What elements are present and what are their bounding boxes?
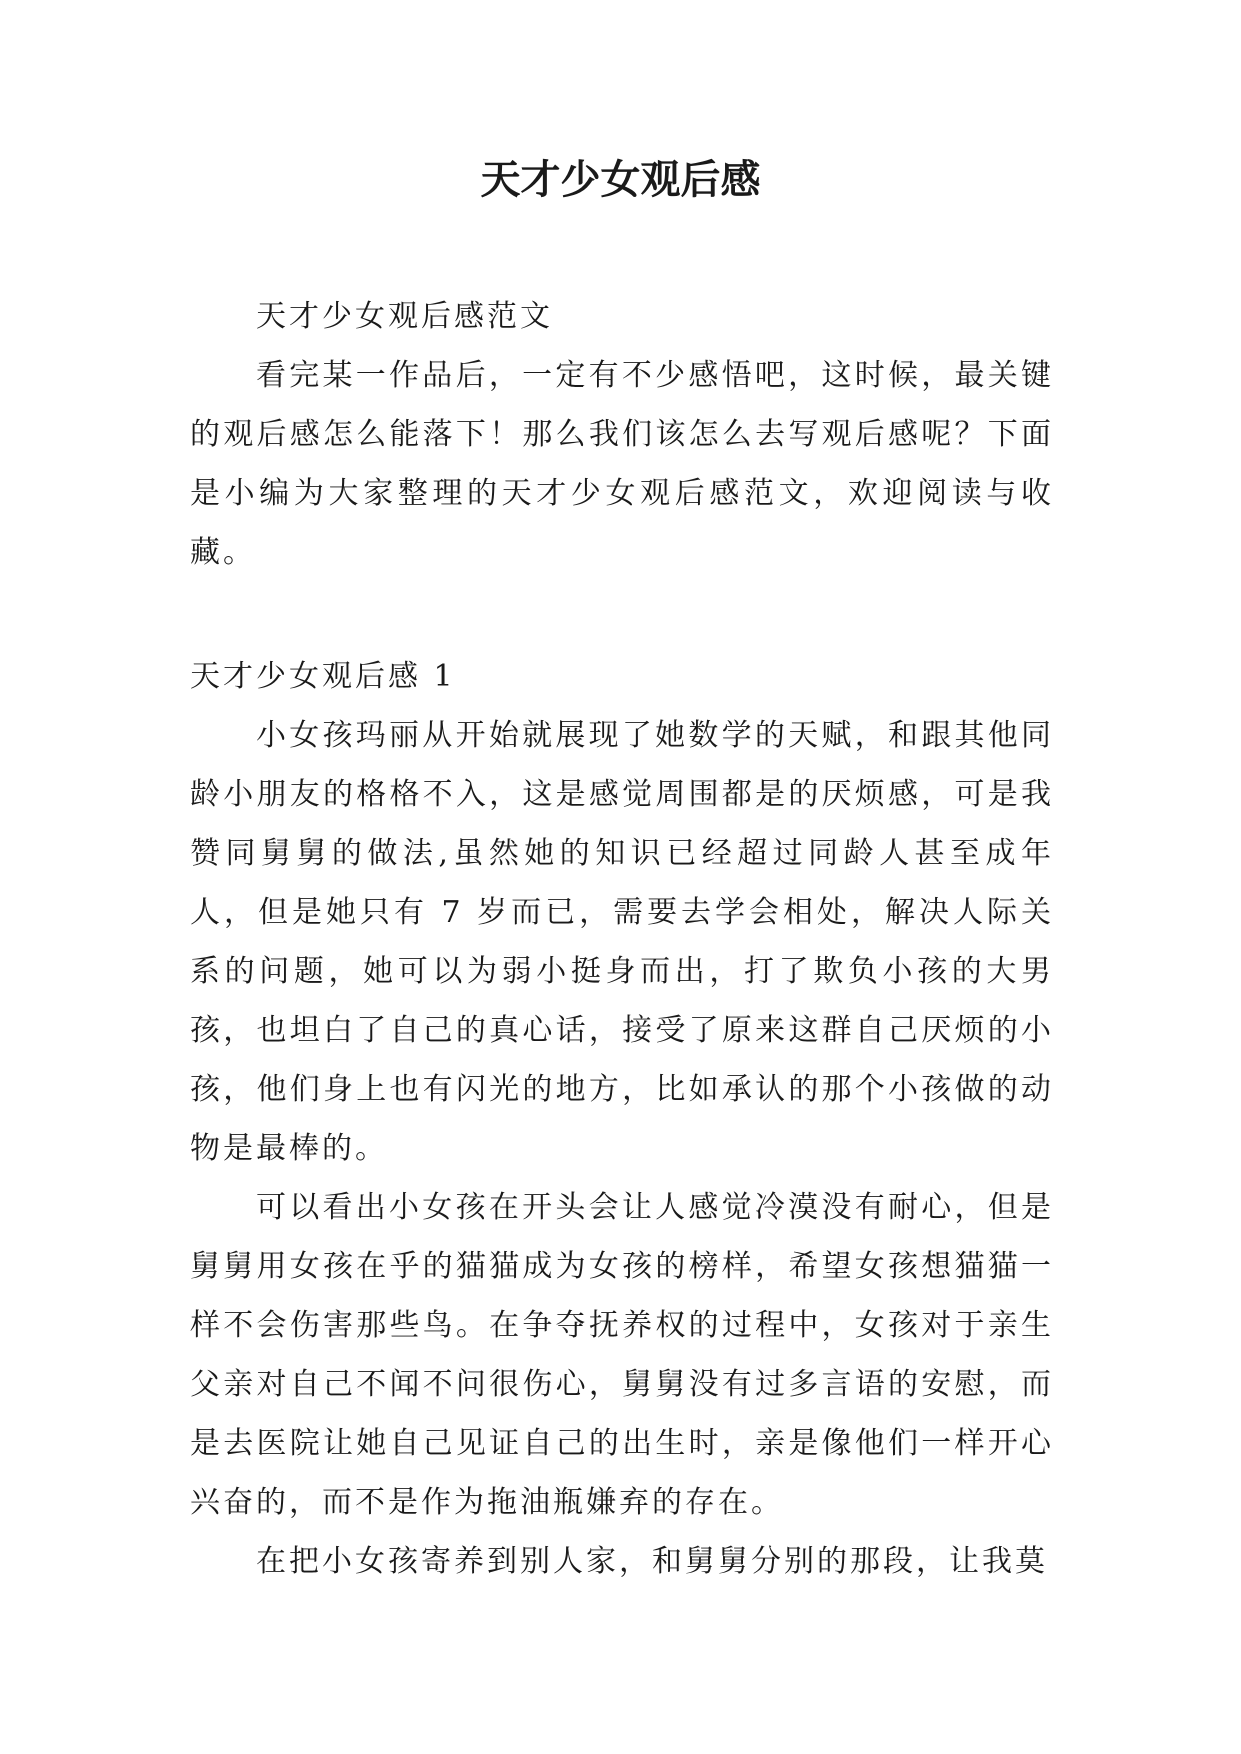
body-paragraph-2: 可以看出小女孩在开头会让人感觉冷漠没有耐心，但是舅舅用女孩在乎的猫猫成为女孩的榜样，希望女孩想猫猫一样不会伤害那些鸟。在争夺抚养权的过程中，女孩对于亲生父亲对自己不闻不问很伤心，舅舅没有过多言语的安慰，而是去医院让她自己见证自己的出生时，亲是像他们一样开心兴奋的，而不是作为拖油瓶嫌弃的存在。 (190, 1190, 1054, 1520)
body-paragraph-3: 在把小女孩寄养到别人家，和舅舅分别的那段，让我莫 (256, 1544, 1048, 1579)
paragraph-spacer (190, 582, 1054, 641)
body-paragraph-1: 小女孩玛丽从开始就展现了她数学的天赋，和跟其他同龄小朋友的格格不入，这是感觉周围都是的厌烦感，可是我赞同舅舅的做法,虽然她的知识已经超过同龄人甚至成年人，但是她只有 7 岁而已，需要去学会相处，解决人际关系的问题，她可以为弱小挺身而出，打了欺负小孩的大男孩，也坦白了自己的真心话，接受了原来这群自己厌烦的小孩，他们身上也有闪光的地方，比如承认的那个小孩做的动物是最棒的。 (190, 718, 1054, 1166)
intro-paragraph: 看完某一作品后，一定有不少感悟吧，这时候，最关键的观后感怎么能落下！那么我们该怎么去写观后感呢？下面是小编为大家整理的天才少女观后感范文，欢迎阅读与收藏。 (190, 358, 1054, 570)
document-title: 天才少女观后感 (480, 157, 761, 203)
section-heading: 天才少女观后感 1 (190, 659, 456, 694)
document-body (190, 287, 1054, 1591)
document-subtitle: 天才少女观后感范文 (256, 299, 553, 334)
